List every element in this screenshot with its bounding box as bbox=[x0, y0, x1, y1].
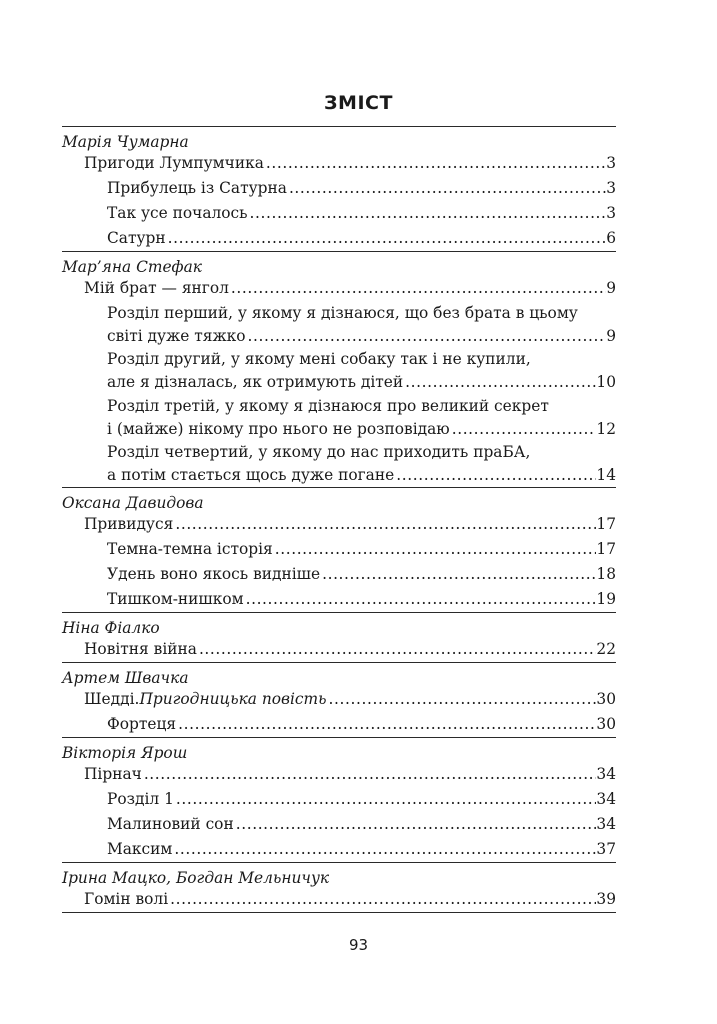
author-name: Ірина Мацко, Богдан Мельничук bbox=[62, 869, 330, 887]
entry-title: Малиновий сон bbox=[107, 815, 234, 833]
dot-leader bbox=[142, 762, 597, 787]
entry-title-lines bbox=[107, 441, 616, 487]
entry-title: і (майже) нікому про нього не розповідаю bbox=[107, 419, 450, 438]
author-name: Ніна Фіалко bbox=[62, 619, 160, 637]
entry-title: світі дуже тяжко bbox=[107, 326, 246, 345]
dot-leader bbox=[197, 637, 596, 662]
entry-page: 30 bbox=[596, 690, 616, 708]
entry-title: Удень воно якось видніше bbox=[107, 565, 321, 583]
entry-title-line2 bbox=[107, 371, 616, 394]
entry-title: Тишком-нишком bbox=[107, 590, 244, 608]
entry-page: 12 bbox=[596, 419, 616, 438]
entry-title-line1: Розділ другий, у якому мені собаку так і не купили, bbox=[107, 350, 531, 368]
entry-title-wrap bbox=[107, 712, 596, 737]
entry-page: 34 bbox=[596, 790, 616, 808]
toc-entry[interactable] bbox=[62, 348, 616, 395]
entry-title-line1: Розділ четвертий, у якому до нас приходить праБА, bbox=[107, 443, 531, 461]
dot-leader bbox=[166, 226, 607, 251]
entry-page: 6 bbox=[606, 229, 616, 247]
entry-title-wrap bbox=[107, 587, 596, 612]
entry-page: 22 bbox=[596, 640, 616, 658]
entry-title: Розділ 1 bbox=[107, 790, 174, 808]
entry-page: 3 bbox=[606, 204, 616, 222]
entry-page: 19 bbox=[596, 590, 616, 608]
entry-page: 9 bbox=[606, 326, 616, 345]
entry-title: Пірнач bbox=[84, 765, 142, 783]
dot-leader bbox=[248, 201, 607, 226]
toc-entry[interactable] bbox=[62, 201, 616, 226]
dot-leader bbox=[234, 812, 597, 837]
toc-entry[interactable] bbox=[62, 787, 616, 812]
entry-title-lines bbox=[107, 348, 616, 394]
dot-leader bbox=[327, 687, 597, 712]
entry-title-wrap bbox=[84, 687, 596, 712]
page-title: ЗМІСТ bbox=[324, 92, 393, 114]
entry-title-line2 bbox=[107, 325, 616, 348]
toc-entry[interactable] bbox=[62, 512, 616, 537]
dot-leader bbox=[172, 837, 596, 862]
entry-title-wrap bbox=[107, 201, 606, 226]
entry-title-wrap bbox=[84, 762, 596, 787]
entry-title-wrap bbox=[107, 837, 596, 862]
toc-entry[interactable] bbox=[62, 537, 616, 562]
dot-leader bbox=[168, 887, 596, 912]
author-name: Оксана Давидова bbox=[62, 494, 204, 512]
entry-title-wrap bbox=[84, 887, 596, 912]
toc-entry[interactable] bbox=[62, 637, 616, 662]
toc-entry[interactable] bbox=[62, 762, 616, 787]
entry-title-wrap bbox=[107, 787, 596, 812]
section-divider bbox=[62, 912, 616, 913]
toc-entry[interactable] bbox=[62, 712, 616, 737]
entry-title-wrap bbox=[84, 637, 596, 662]
dot-leader bbox=[174, 787, 597, 812]
entry-page: 37 bbox=[596, 840, 616, 858]
toc-entry[interactable] bbox=[62, 276, 616, 301]
entry-title-wrap bbox=[84, 512, 596, 537]
entry-title: Мій брат — янгол bbox=[84, 279, 229, 297]
entry-page: 17 bbox=[596, 515, 616, 533]
entry-title: Гомін волі bbox=[84, 890, 169, 908]
author-name: Марія Чумарна bbox=[62, 133, 189, 151]
entry-page: 10 bbox=[596, 373, 616, 391]
dot-leader bbox=[264, 151, 606, 176]
dot-leader bbox=[450, 418, 597, 441]
toc-entry[interactable] bbox=[62, 394, 616, 441]
entry-title-line1: Розділ перший, у якому я дізнаюся, що без брата в цьому bbox=[107, 303, 578, 322]
dot-leader bbox=[176, 712, 596, 737]
page-number: 93 bbox=[348, 936, 369, 954]
entry-title: Привидуся bbox=[84, 515, 174, 533]
entry-page: 3 bbox=[606, 179, 616, 197]
toc-entry[interactable] bbox=[62, 151, 616, 176]
toc-entry[interactable] bbox=[62, 837, 616, 862]
author-name: Артем Швачка bbox=[62, 669, 189, 687]
entry-page: 9 bbox=[606, 279, 616, 297]
entry-page: 3 bbox=[606, 154, 616, 172]
toc-entry[interactable] bbox=[62, 587, 616, 612]
dot-leader bbox=[246, 325, 607, 348]
dot-leader bbox=[273, 537, 597, 562]
entry-page: 18 bbox=[596, 565, 616, 583]
dot-leader bbox=[229, 276, 606, 301]
entry-title: Новітня війна bbox=[84, 640, 197, 658]
entry-title-wrap bbox=[84, 276, 606, 301]
entry-page: 34 bbox=[596, 765, 616, 783]
entry-title-wrap bbox=[107, 812, 596, 837]
entry-title: Пригоди Лумпумчика bbox=[84, 154, 264, 172]
entry-title: але я дізналась, як отримують дітей bbox=[107, 373, 404, 391]
toc-entry[interactable] bbox=[62, 687, 616, 712]
entry-title-lines bbox=[107, 395, 616, 441]
dot-leader bbox=[403, 371, 596, 394]
entry-title: Максим bbox=[107, 840, 173, 858]
dot-leader bbox=[394, 464, 596, 487]
entry-title: Темна-темна історія bbox=[107, 540, 273, 558]
entry-subtitle: Пригодницька повість bbox=[139, 690, 327, 708]
entry-title: а потім стається щось дуже погане bbox=[107, 466, 395, 484]
entry-title-line1: Розділ третій, у якому я дізнаюся про великий секрет bbox=[107, 396, 549, 415]
toc-entry[interactable] bbox=[62, 176, 616, 201]
dot-leader bbox=[287, 176, 606, 201]
entry-title-wrap bbox=[107, 226, 606, 251]
toc-entry[interactable] bbox=[62, 562, 616, 587]
entry-title: Фортеця bbox=[107, 715, 177, 733]
entry-page: 39 bbox=[596, 890, 616, 908]
toc-entry[interactable] bbox=[62, 226, 616, 251]
entry-title: Сатурн bbox=[107, 229, 166, 247]
entry-title: Так усе почалось bbox=[107, 204, 248, 222]
entry-title: Шедді. bbox=[84, 690, 140, 708]
author-name: Мар’яна Стефак bbox=[62, 258, 202, 276]
entry-title-lines bbox=[107, 302, 616, 348]
entry-page: 34 bbox=[596, 815, 616, 833]
toc-entry[interactable] bbox=[62, 441, 616, 488]
dot-leader bbox=[320, 562, 596, 587]
toc-entry[interactable] bbox=[62, 301, 616, 348]
entry-title-wrap bbox=[107, 176, 606, 201]
entry-page: 17 bbox=[596, 540, 616, 558]
entry-title-wrap bbox=[107, 562, 596, 587]
toc-entry[interactable] bbox=[62, 887, 616, 912]
table-of-contents bbox=[62, 126, 616, 913]
entry-page: 30 bbox=[596, 715, 616, 733]
entry-title-line2 bbox=[107, 464, 616, 487]
author-name: Вікторія Ярош bbox=[62, 744, 188, 762]
entry-title-wrap bbox=[107, 537, 596, 562]
entry-title: Прибулець із Сатурна bbox=[107, 179, 287, 197]
entry-title-wrap bbox=[84, 151, 606, 176]
toc-entry[interactable] bbox=[62, 812, 616, 837]
entry-title-line2 bbox=[107, 418, 616, 441]
entry-page: 14 bbox=[596, 466, 616, 484]
dot-leader bbox=[173, 512, 596, 537]
dot-leader bbox=[244, 587, 597, 612]
